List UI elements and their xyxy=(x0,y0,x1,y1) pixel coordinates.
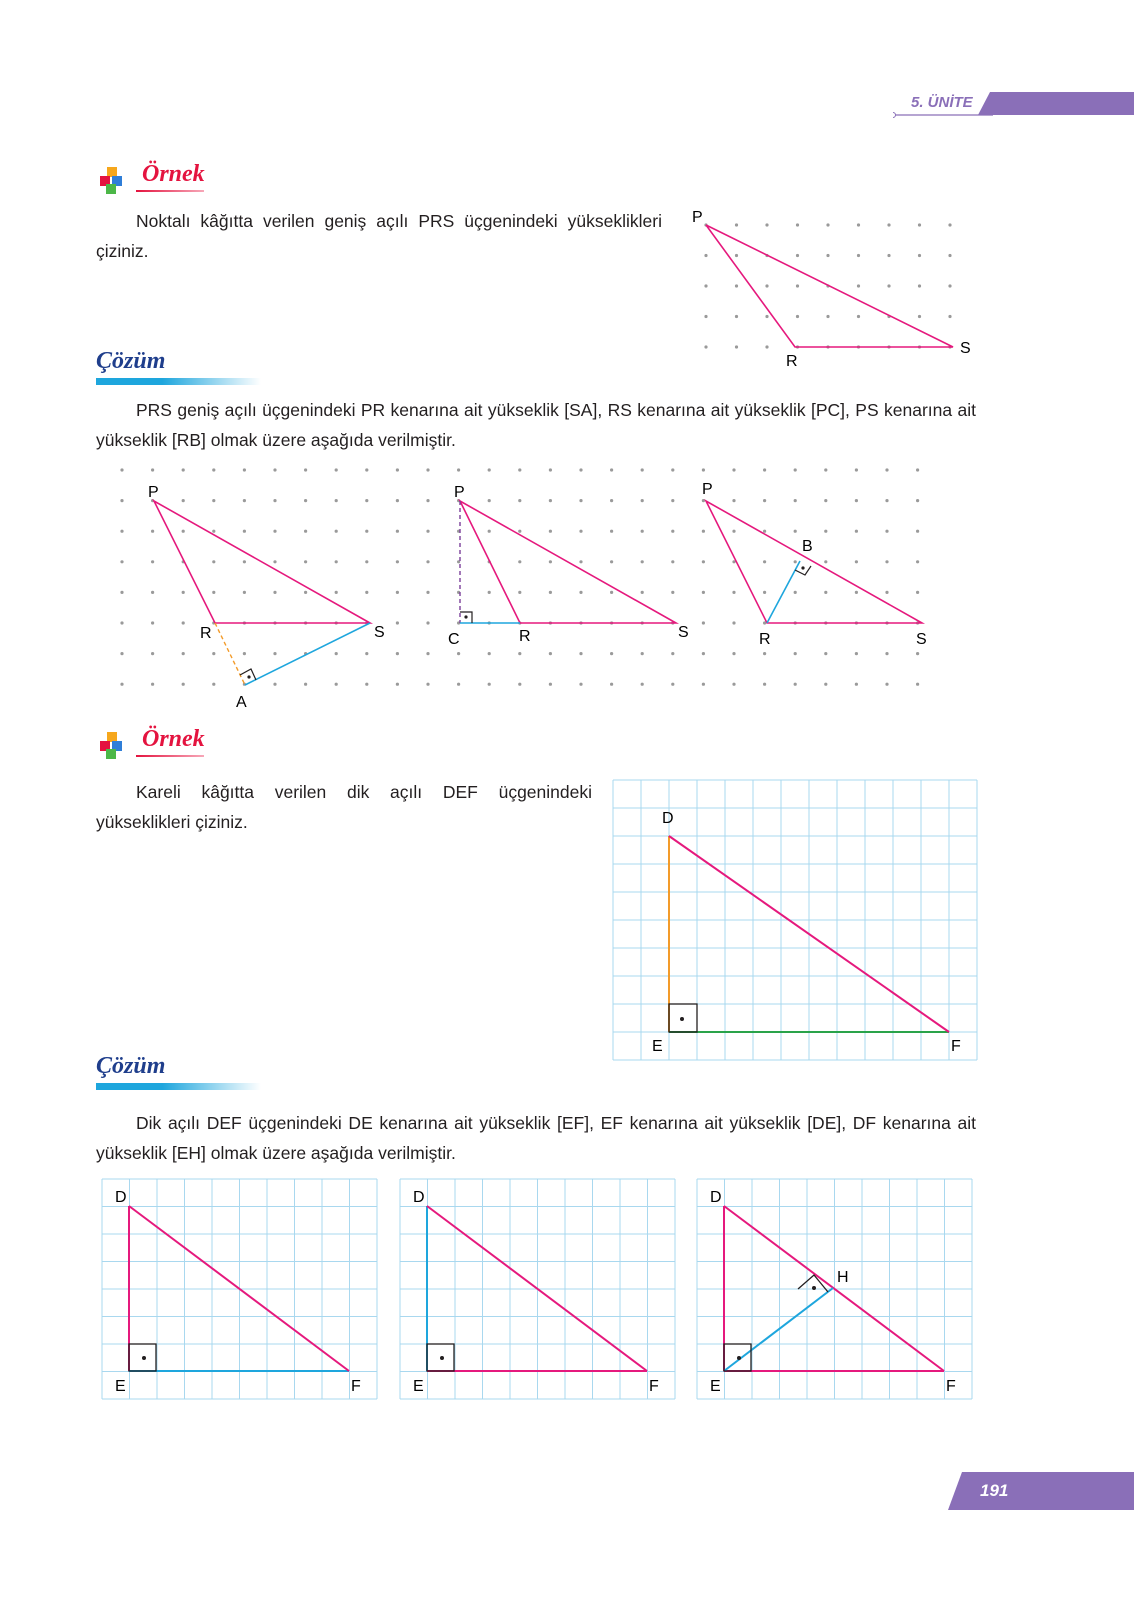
paper-dot xyxy=(488,530,491,533)
paper-dot xyxy=(212,683,215,686)
paper-dot xyxy=(641,499,644,502)
paper-dot xyxy=(885,591,888,594)
paper-dot xyxy=(120,468,123,471)
paper-dot xyxy=(796,315,799,318)
paper-dot xyxy=(396,468,399,471)
paper-dot xyxy=(549,683,552,686)
paper-dot xyxy=(304,683,307,686)
paper-dot xyxy=(151,530,154,533)
solution1-fig2 xyxy=(448,484,689,648)
paper-dot xyxy=(579,683,582,686)
paper-dot xyxy=(885,683,888,686)
paper-dot xyxy=(426,683,429,686)
paper-dot xyxy=(273,683,276,686)
unit-tag xyxy=(893,88,1134,118)
paper-dot xyxy=(549,499,552,502)
paper-dot xyxy=(763,591,766,594)
fig3-point-p: P xyxy=(702,481,713,498)
paper-dot xyxy=(243,499,246,502)
paper-dot xyxy=(182,499,185,502)
paper-dot xyxy=(732,499,735,502)
paper-dot xyxy=(518,499,521,502)
paper-dot xyxy=(273,652,276,655)
s2fig3-point-f: F xyxy=(946,1378,956,1395)
paper-dot xyxy=(704,284,707,287)
paper-dot xyxy=(824,652,827,655)
paper-dot xyxy=(610,530,613,533)
paper-dot xyxy=(304,560,307,563)
solution1-fig3 xyxy=(702,481,927,648)
paper-dot xyxy=(396,683,399,686)
solution2-text xyxy=(96,1108,976,1168)
fig1-point-s: S xyxy=(374,624,385,641)
paper-dot xyxy=(335,560,338,563)
example2-label: Örnek xyxy=(142,726,205,752)
paper-dot xyxy=(641,468,644,471)
solution2-heading xyxy=(96,1053,266,1095)
paper-dot xyxy=(671,499,674,502)
paper-dot xyxy=(335,530,338,533)
paper-dot xyxy=(273,468,276,471)
paper-dot xyxy=(396,621,399,624)
paper-dot xyxy=(671,652,674,655)
paper-dot xyxy=(857,254,860,257)
paper-dot xyxy=(120,591,123,594)
paper-dot xyxy=(426,652,429,655)
point-s-label: S xyxy=(960,340,971,357)
paper-dot xyxy=(671,591,674,594)
paper-dot xyxy=(796,284,799,287)
paper-dot xyxy=(335,591,338,594)
paper-dot xyxy=(702,468,705,471)
ex2-point-f: F xyxy=(951,1038,961,1055)
paper-dot xyxy=(885,652,888,655)
paper-dot xyxy=(212,560,215,563)
paper-dot xyxy=(671,468,674,471)
paper-dot xyxy=(641,652,644,655)
paper-dot xyxy=(794,560,797,563)
paper-dot xyxy=(426,468,429,471)
ex2-point-e: E xyxy=(652,1038,663,1055)
paper-dot xyxy=(426,530,429,533)
paper-dot xyxy=(916,683,919,686)
s2fig2-point-e: E xyxy=(413,1378,424,1395)
paper-dot xyxy=(887,284,890,287)
fig1-point-p: P xyxy=(148,484,159,501)
solution2-fig1 xyxy=(101,1178,379,1400)
paper-dot xyxy=(273,530,276,533)
paper-dot xyxy=(182,468,185,471)
paper-dot xyxy=(396,591,399,594)
paper-dot xyxy=(735,345,738,348)
paper-dot xyxy=(549,591,552,594)
paper-dot xyxy=(765,315,768,318)
example2-text xyxy=(96,777,592,837)
paper-dot xyxy=(885,530,888,533)
paper-dot xyxy=(365,560,368,563)
paper-dot xyxy=(426,591,429,594)
paper-dot xyxy=(120,621,123,624)
paper-dot xyxy=(273,560,276,563)
paper-dot xyxy=(518,591,521,594)
paper-dot xyxy=(885,560,888,563)
paper-dot xyxy=(641,683,644,686)
paper-dot xyxy=(857,315,860,318)
paper-dot xyxy=(610,683,613,686)
paper-dot xyxy=(488,652,491,655)
paper-dot xyxy=(243,652,246,655)
paper-dot xyxy=(335,499,338,502)
paper-dot xyxy=(702,560,705,563)
paper-dot xyxy=(735,254,738,257)
paper-dot xyxy=(763,499,766,502)
paper-dot xyxy=(426,499,429,502)
paper-dot xyxy=(765,284,768,287)
paper-dot xyxy=(732,683,735,686)
paper-dot xyxy=(396,499,399,502)
point-r-label: R xyxy=(786,353,798,370)
paper-dot xyxy=(765,223,768,226)
solution2-text-content: Dik açılı DEF üçgenindeki DE kenarına ait yükseklik [EF], EF kenarına ait yükseklik [DE], DF kenarına ait yükseklik [EH] olmak üzere aşağıda verilmiştir. xyxy=(96,1113,976,1163)
paper-dot xyxy=(182,683,185,686)
fig2-point-c: C xyxy=(448,631,460,648)
paper-dot xyxy=(365,652,368,655)
fig1-point-r: R xyxy=(200,625,212,642)
paper-dot xyxy=(610,499,613,502)
example1-text-content: Noktalı kâğıtta verilen geniş açılı PRS üçgenindeki yükseklikleri çiziniz. xyxy=(96,211,662,261)
paper-dot xyxy=(855,468,858,471)
paper-dot xyxy=(732,621,735,624)
paper-dot xyxy=(855,652,858,655)
paper-dot xyxy=(579,652,582,655)
paper-dot xyxy=(120,560,123,563)
paper-dot xyxy=(855,683,858,686)
paper-dot xyxy=(243,560,246,563)
paper-dot xyxy=(763,560,766,563)
paper-dot xyxy=(182,652,185,655)
paper-dot xyxy=(549,652,552,655)
paper-dot xyxy=(857,223,860,226)
paper-dot xyxy=(641,560,644,563)
paper-dot xyxy=(763,652,766,655)
paper-dot xyxy=(735,284,738,287)
paper-dot xyxy=(732,468,735,471)
paper-dot xyxy=(796,223,799,226)
paper-dot xyxy=(182,530,185,533)
paper-dot xyxy=(671,560,674,563)
paper-dot xyxy=(212,468,215,471)
paper-dot xyxy=(273,591,276,594)
s2fig3-point-h: H xyxy=(837,1269,849,1286)
paper-dot xyxy=(763,468,766,471)
paper-dot xyxy=(916,530,919,533)
paper-dot xyxy=(518,468,521,471)
paper-dot xyxy=(610,591,613,594)
paper-dot xyxy=(488,499,491,502)
paper-dot xyxy=(918,254,921,257)
paper-dot xyxy=(704,254,707,257)
paper-dot xyxy=(212,591,215,594)
paper-dot xyxy=(885,468,888,471)
paper-dot xyxy=(579,591,582,594)
solution1-figures xyxy=(100,455,970,715)
s2fig3-point-d: D xyxy=(710,1189,722,1206)
paper-dot xyxy=(488,468,491,471)
paper-dot xyxy=(151,621,154,624)
paper-dot xyxy=(702,683,705,686)
paper-dot xyxy=(885,499,888,502)
paper-dot xyxy=(243,530,246,533)
example1-text xyxy=(96,206,662,266)
page-number-shape xyxy=(948,1472,1134,1510)
example1-label: Örnek xyxy=(142,161,205,187)
paper-dot xyxy=(457,652,460,655)
example1-underline xyxy=(136,190,204,192)
paper-dot xyxy=(518,652,521,655)
paper-dot xyxy=(702,652,705,655)
paper-dot xyxy=(763,683,766,686)
paper-dot xyxy=(335,683,338,686)
paper-dot xyxy=(396,560,399,563)
s2fig1-point-d: D xyxy=(115,1189,127,1206)
paper-dot xyxy=(671,530,674,533)
paper-dot xyxy=(365,530,368,533)
paper-dot xyxy=(916,560,919,563)
paper-dot xyxy=(826,254,829,257)
paper-dot xyxy=(918,315,921,318)
point-p-label: P xyxy=(692,209,703,226)
paper-dot xyxy=(704,315,707,318)
paper-dot xyxy=(273,499,276,502)
paper-dot xyxy=(794,652,797,655)
paper-dot xyxy=(335,468,338,471)
paper-dot xyxy=(120,499,123,502)
solution2-fig2 xyxy=(399,1178,677,1400)
paper-dot xyxy=(794,591,797,594)
paper-dot xyxy=(735,315,738,318)
cubes-icon xyxy=(98,165,128,195)
s2fig3-point-e: E xyxy=(710,1378,721,1395)
fig2-point-p: P xyxy=(454,484,465,501)
paper-dot xyxy=(549,468,552,471)
paper-dot xyxy=(824,683,827,686)
paper-dot xyxy=(304,468,307,471)
paper-dot xyxy=(457,468,460,471)
paper-dot xyxy=(396,530,399,533)
fig2-point-s: S xyxy=(678,624,689,641)
paper-dot xyxy=(365,591,368,594)
paper-dot xyxy=(549,560,552,563)
s2fig2-point-f: F xyxy=(649,1378,659,1395)
fig1-point-a: A xyxy=(236,694,247,711)
fig3-point-r: R xyxy=(759,631,771,648)
paper-dot xyxy=(824,499,827,502)
paper-dot xyxy=(916,591,919,594)
paper-dot xyxy=(610,560,613,563)
paper-dot xyxy=(732,591,735,594)
solution1-text-content: PRS geniş açılı üçgenindeki PR kenarına ait yükseklik [SA], RS kenarına ait yükseklik [PC], PS kenarına ait yükseklik [RB] olmak üzere aşağıda verilmiştir. xyxy=(96,400,976,450)
paper-dot xyxy=(824,591,827,594)
paper-dot xyxy=(212,530,215,533)
paper-dot xyxy=(794,683,797,686)
paper-dot xyxy=(304,591,307,594)
paper-dot xyxy=(304,530,307,533)
paper-dot xyxy=(151,683,154,686)
paper-dot xyxy=(518,530,521,533)
paper-dot xyxy=(243,591,246,594)
paper-dot xyxy=(702,530,705,533)
paper-dot xyxy=(918,284,921,287)
paper-dot xyxy=(396,652,399,655)
paper-dot xyxy=(579,468,582,471)
paper-dot xyxy=(579,499,582,502)
paper-dot xyxy=(120,683,123,686)
paper-dot xyxy=(457,683,460,686)
paper-dot xyxy=(824,530,827,533)
paper-dot xyxy=(120,652,123,655)
solution1-fig1 xyxy=(148,484,385,711)
paper-dot xyxy=(304,499,307,502)
paper-dot xyxy=(610,652,613,655)
paper-dot xyxy=(518,560,521,563)
paper-dot xyxy=(182,621,185,624)
paper-dot xyxy=(826,315,829,318)
paper-dot xyxy=(365,468,368,471)
paper-dot xyxy=(671,683,674,686)
paper-dot xyxy=(824,560,827,563)
paper-dot xyxy=(732,652,735,655)
paper-dot xyxy=(151,591,154,594)
paper-dot xyxy=(948,254,951,257)
paper-dot xyxy=(365,683,368,686)
solution1-label: Çözüm xyxy=(96,348,166,374)
solution1-underline xyxy=(96,378,261,385)
paper-dot xyxy=(151,468,154,471)
paper-dot xyxy=(855,530,858,533)
solution2-label: Çözüm xyxy=(96,1053,166,1079)
ex2-point-d: D xyxy=(662,810,674,827)
paper-dot xyxy=(182,591,185,594)
s2fig1-point-e: E xyxy=(115,1378,126,1395)
cubes-icon xyxy=(98,730,128,760)
paper-dot xyxy=(426,621,429,624)
paper-dot xyxy=(824,468,827,471)
paper-dot xyxy=(120,530,123,533)
solution1-heading xyxy=(96,348,266,390)
paper-dot xyxy=(732,530,735,533)
paper-dot xyxy=(916,652,919,655)
paper-dot xyxy=(641,530,644,533)
paper-dot xyxy=(794,530,797,533)
s2fig2-point-d: D xyxy=(413,1189,425,1206)
paper-dot xyxy=(887,223,890,226)
paper-dot xyxy=(151,652,154,655)
example2-underline xyxy=(136,755,204,757)
paper-dot xyxy=(855,591,858,594)
paper-dot xyxy=(579,530,582,533)
paper-dot xyxy=(151,560,154,563)
paper-dot xyxy=(702,621,705,624)
paper-dot xyxy=(488,591,491,594)
unit-label: 5. ÜNİTE xyxy=(911,94,973,111)
paper-dot xyxy=(918,223,921,226)
paper-dot xyxy=(857,284,860,287)
paper-dot xyxy=(794,499,797,502)
paper-dot xyxy=(579,560,582,563)
paper-dot xyxy=(855,499,858,502)
example2-figure xyxy=(612,779,980,1063)
example2-text-content: Kareli kâğıtta verilen dik açılı DEF üçgenindeki yükseklikleri çiziniz. xyxy=(96,782,592,832)
paper-dot xyxy=(948,315,951,318)
fig2-point-r: R xyxy=(519,628,531,645)
paper-dot xyxy=(916,468,919,471)
paper-dot xyxy=(948,223,951,226)
paper-dot xyxy=(641,591,644,594)
paper-dot xyxy=(704,345,707,348)
paper-dot xyxy=(763,530,766,533)
paper-dot xyxy=(243,468,246,471)
paper-dot xyxy=(549,530,552,533)
page-number: 191 xyxy=(980,1481,1009,1500)
paper-dot xyxy=(855,560,858,563)
paper-dot xyxy=(826,223,829,226)
paper-dot xyxy=(735,223,738,226)
example1-figure xyxy=(680,200,980,370)
solution1-text xyxy=(96,395,976,455)
paper-dot xyxy=(488,683,491,686)
paper-dot xyxy=(365,499,368,502)
paper-dot xyxy=(948,284,951,287)
fig3-point-s: S xyxy=(916,631,927,648)
solution2-fig3 xyxy=(696,1178,974,1400)
paper-dot xyxy=(916,499,919,502)
solution2-underline xyxy=(96,1083,261,1090)
example2-heading xyxy=(98,728,218,762)
paper-dot xyxy=(794,468,797,471)
fig3-point-b: B xyxy=(802,538,813,555)
paper-dot xyxy=(610,468,613,471)
example1-heading xyxy=(98,163,218,197)
paper-dot xyxy=(212,652,215,655)
paper-dot xyxy=(702,591,705,594)
paper-dot xyxy=(426,560,429,563)
paper-dot xyxy=(796,254,799,257)
paper-dot xyxy=(765,345,768,348)
paper-dot xyxy=(335,652,338,655)
paper-dot xyxy=(518,683,521,686)
paper-dot xyxy=(887,254,890,257)
page-number-tab xyxy=(948,1472,1134,1510)
paper-dot xyxy=(212,499,215,502)
s2fig1-point-f: F xyxy=(351,1378,361,1395)
